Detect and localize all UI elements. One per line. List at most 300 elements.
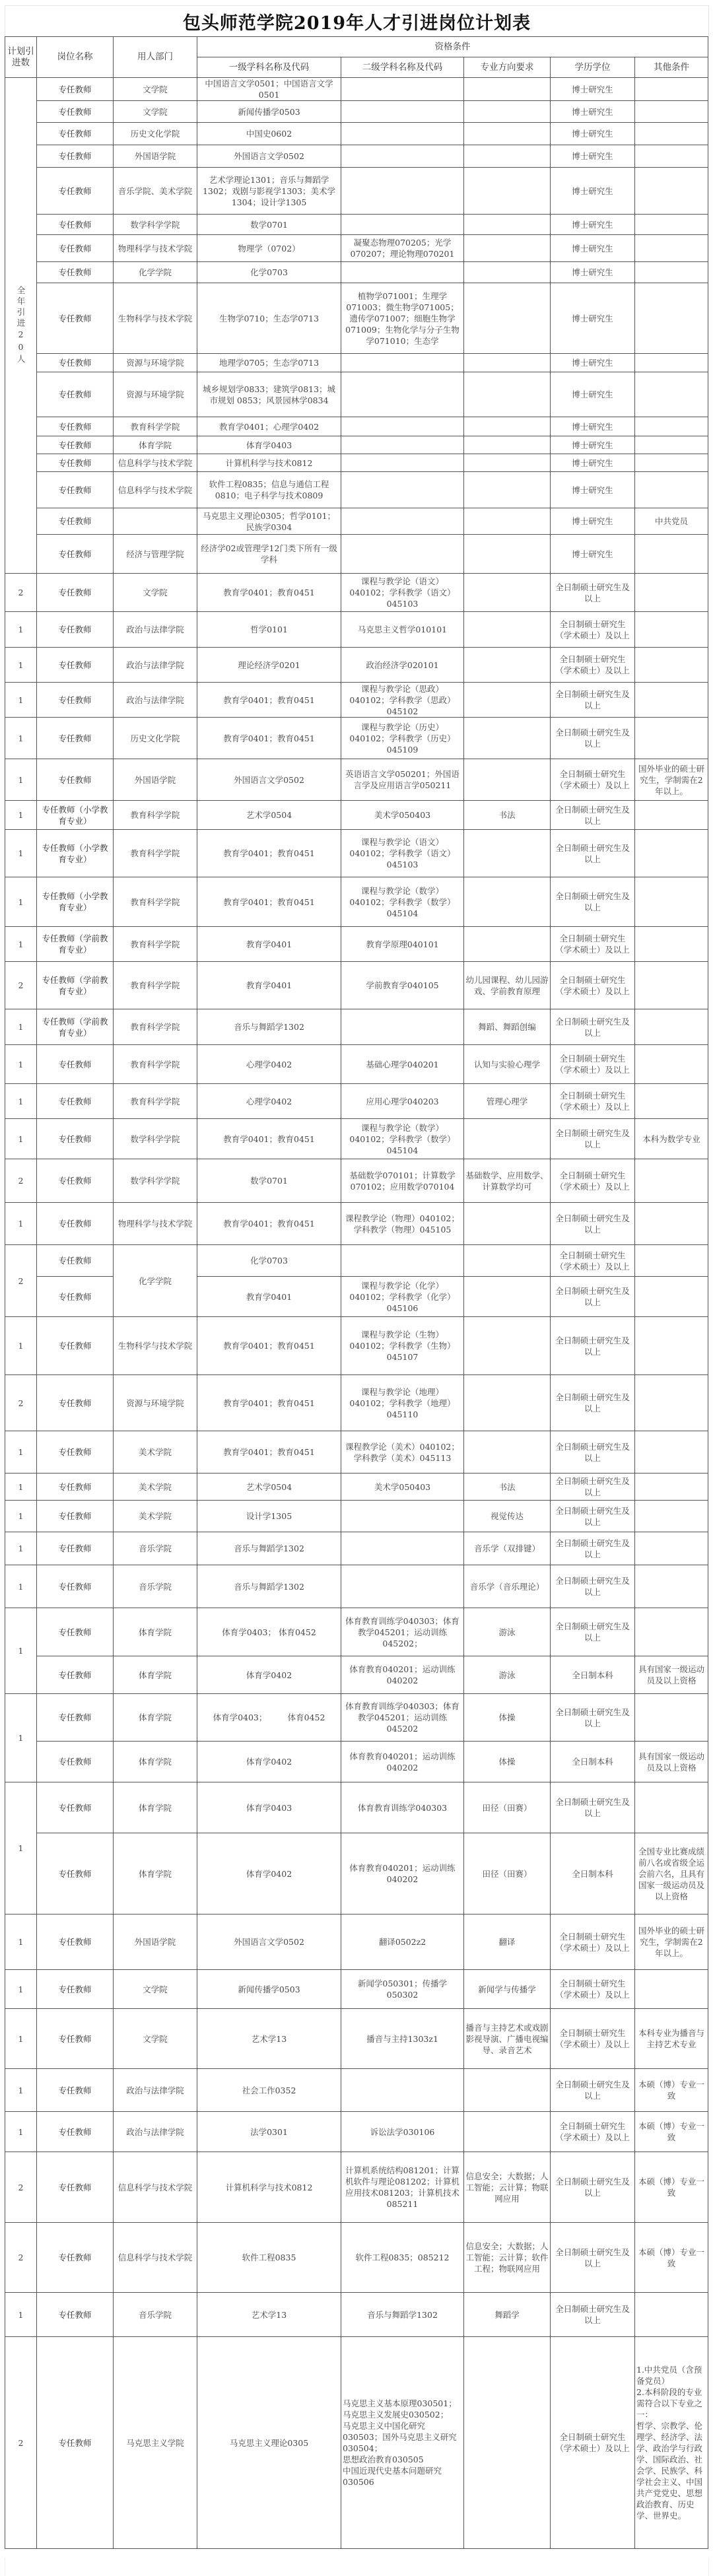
direction-cell: 翻译 [464,1915,551,1970]
other-cell [635,354,708,372]
direction-cell: 游泳 [464,1656,551,1694]
dept-cell: 经济与管理学院 [114,535,197,574]
position-cell: 专任教师 [37,574,114,612]
direction-cell: 信息安全；大数据；人工智能；云计算；物联网应用 [464,2152,551,2223]
level1-cell: 体育学0402 [197,1742,341,1782]
position-cell: 专任教师（学前教育专业） [37,962,114,1009]
level2-cell: 新闻学050301；传播学050302 [341,1970,464,2009]
position-cell: 专任教师 [37,1532,114,1565]
level1-cell: 教育学0401；教育0451 [197,1375,341,1431]
level2-cell: 美术学050403 [341,801,464,830]
direction-cell [464,574,551,612]
level2-cell [341,417,464,436]
level2-cell: 课程与教学论（数学）040102；学科教学（数学）045104 [341,1119,464,1159]
education-cell: 全日制硕士研究生及以上 [551,1532,635,1565]
dept-cell: 生物科学与技术学院 [114,283,197,354]
level2-cell: 基础心理学040201 [341,1045,464,1084]
direction-cell [464,2337,551,2549]
count-cell: 2 [5,2223,37,2293]
level1-cell: 外国语言文学0502 [197,759,341,801]
education-cell: 博士研究生 [551,283,635,354]
level1-cell: 物理学（0702） [197,235,341,262]
position-cell: 专任教师 [37,1245,114,1277]
level1-cell: 外国语言文学0502 [197,1915,341,1970]
table-row [5,1203,708,1245]
level1-cell: 体育学0403 [197,436,341,454]
education-cell: 全日制硕士研究生及以上 [551,1608,635,1656]
position-cell: 专任教师 [37,1159,114,1203]
other-cell [635,1431,708,1474]
dept-cell: 资源与环境学院 [114,372,197,417]
position-cell: 专任教师 [37,612,114,648]
position-cell: 专任教师 [37,1375,114,1431]
education-cell: 全日制硕士研究生及以上 [551,877,635,927]
position-cell: 专任教师 [37,759,114,801]
direction-cell: 音乐学（双排键） [464,1532,551,1565]
other-cell: 国外毕业的硕士研究生，学制需在2年以上。 [635,1915,708,1970]
position-cell: 专任教师 [37,78,114,101]
direction-cell: 舞蹈、舞蹈创编 [464,1009,551,1045]
direction-cell [464,683,551,718]
position-cell: 专任教师（学前教育专业） [37,927,114,962]
count-cell: 1 [5,1565,37,1608]
dept-cell: 音乐学院 [114,2293,197,2337]
level2-cell [341,168,464,215]
direction-cell [464,215,551,235]
education-cell: 全日制硕士研究生及以上 [551,683,635,718]
level1-cell: 新闻传播学0503 [197,101,341,123]
table-row [5,927,708,962]
other-cell [635,283,708,354]
other-cell [635,1532,708,1565]
table-row [5,1009,708,1045]
header-education: 学历学位 [551,57,635,78]
header-count: 计划引进数 [5,37,37,78]
position-cell: 专任教师（学前教育专业） [37,1009,114,1045]
level2-cell: 体育教育040201；运动训练040202 [341,1742,464,1782]
table-row [5,372,708,417]
table-row [5,2009,708,2069]
dept-cell: 生物科学与技术学院 [114,1317,197,1375]
position-cell: 专任教师 [37,372,114,417]
dept-cell: 教育科学学院 [114,830,197,877]
education-cell: 全日制硕士研究生及以上 [551,801,635,830]
level2-cell: 课程与教学论（语文）040102；学科教学（语文）045103 [341,574,464,612]
level2-cell [341,78,464,101]
level1-cell: 社会工作0352 [197,2069,341,2112]
dept-cell: 音乐学院 [114,1532,197,1565]
count-cell: 2 [5,574,37,612]
education-cell: 全日制硕士研究生及以上 [551,830,635,877]
other-cell [635,574,708,612]
direction-cell [464,1431,551,1474]
position-cell: 专任教师 [37,2112,114,2152]
level2-cell: 播音与主持1303z1 [341,2009,464,2069]
level2-cell: 美术学050403 [341,1474,464,1501]
direction-cell [464,283,551,354]
table-row [5,436,708,454]
level1-cell: 教育学0401；教育0451 [197,574,341,612]
dept-cell: 数学科学学院 [114,215,197,235]
level2-cell: 计算机系统结构081201；计算机软件与理论081202；计算机应用技术081203；计算机技术085211 [341,2152,464,2223]
position-cell: 专任教师 [37,2337,114,2549]
position-cell: 专任教师（小学教育专业） [37,877,114,927]
other-cell [635,78,708,101]
table-body [5,78,708,2549]
level2-cell [341,2069,464,2112]
level2-cell [341,1009,464,1045]
other-cell [635,1970,708,2009]
level2-cell: 课程教学论（美术）040102；学科教学（美术）045113 [341,1431,464,1474]
other-cell [635,1375,708,1431]
position-cell: 专任教师 [37,1608,114,1656]
other-cell [635,1045,708,1084]
other-cell [635,1009,708,1045]
table-row [5,354,708,372]
direction-cell [464,1245,551,1277]
direction-cell [464,101,551,123]
other-cell: 具有国家一级运动员及以上资格 [635,1656,708,1694]
table-row [5,1782,708,1833]
level2-cell: 课程与教学论（生物）040102；学科教学（生物）045107 [341,1317,464,1375]
position-cell: 专任教师 [37,2223,114,2293]
education-cell: 全日制硕士研究生及以上 [551,2069,635,2112]
level1-cell: 教育学0401；教育0451 [197,877,341,927]
level2-cell [341,262,464,283]
other-cell: 中共党员 [635,508,708,535]
direction-cell: 书法 [464,1474,551,1501]
level1-cell: 教育学0401；教育0451 [197,1119,341,1159]
level2-cell [341,372,464,417]
count-cell: 1 [5,683,37,718]
other-cell [635,372,708,417]
direction-cell [464,648,551,683]
dept-cell: 政治与法律学院 [114,683,197,718]
level2-cell: 课程与教学论（地理）040102；学科教学（地理）045110 [341,1375,464,1431]
education-cell: 全日制硕士研究生及以上 [551,1203,635,1245]
blank-area [5,2558,709,2576]
direction-cell [464,1375,551,1431]
table-row [5,1375,708,1431]
education-cell: 全日制硕士研究生（学术硕士）及以上 [551,1970,635,2009]
count-cell: 1 [5,2069,37,2112]
dept-cell: 文学院 [114,1970,197,2009]
count-cell: 1 [5,2293,37,2337]
direction-cell [464,262,551,283]
direction-cell [464,78,551,101]
level2-cell: 英语语言文学050201；外国语言学及应用语言学050211 [341,759,464,801]
level1-cell: 体育学0403； 体育0452 [197,1694,341,1742]
table-row [5,454,708,472]
dept-cell: 外国语学院 [114,1915,197,1970]
direction-cell: 基础数学、应用数学、计算数学均可 [464,1159,551,1203]
direction-cell: 视觉传达 [464,1501,551,1532]
other-cell [635,1501,708,1532]
direction-cell [464,612,551,648]
table-row [5,215,708,235]
count-cell: 1 [5,718,37,759]
position-cell: 专任教师 [37,535,114,574]
other-cell [635,927,708,962]
table-row [5,1245,708,1277]
dept-cell: 文学院 [114,78,197,101]
dept-cell: 体育学院 [114,1694,197,1742]
other-cell [635,123,708,145]
position-cell: 专任教师 [37,454,114,472]
position-cell: 专任教师 [37,1782,114,1833]
table-row [5,1565,708,1608]
position-cell: 专任教师 [37,1656,114,1694]
education-cell: 全日制硕士研究生及以上 [551,718,635,759]
table-row [5,123,708,145]
annual-count-label: 全年引进20人 [16,285,26,366]
count-cell: 1 [5,1501,37,1532]
level1-cell: 教育学0401；教育0451 [197,1317,341,1375]
other-cell [635,436,708,454]
table-row [5,801,708,830]
level1-cell: 马克思主义理论0305 [197,2337,341,2549]
level1-cell: 教育学0401；教育0451 [197,718,341,759]
direction-cell: 体操 [464,1694,551,1742]
table-row [5,145,708,168]
level1-cell: 理论经济学0201 [197,648,341,683]
position-cell: 专任教师 [37,1501,114,1532]
count-cell: 1 [5,1119,37,1159]
table-row [5,1474,708,1501]
level1-cell: 中国语言文学0501；中国语言文学0501 [197,78,341,101]
dept-cell: 数学科学学院 [114,1119,197,1159]
dept-cell: 体育学院 [114,436,197,454]
count-cell: 1 [5,877,37,927]
dept-cell: 体育学院 [114,1742,197,1782]
table-row [5,1501,708,1532]
direction-cell [464,1203,551,1245]
other-cell: 本硕（博）专业一致 [635,2152,708,2223]
dept-cell: 历史文化学院 [114,718,197,759]
position-cell: 专任教师 [37,1474,114,1501]
level1-cell: 生物学0710；生态学0713 [197,283,341,354]
level1-cell: 城乡规划学0833；建筑学0813；城市规划 0853；风景园林学0834 [197,372,341,417]
dept-cell: 信息科学与技术学院 [114,2152,197,2223]
education-cell: 全日制硕士研究生及以上 [551,1501,635,1532]
count-cell: 1 [5,1431,37,1474]
direction-cell [464,436,551,454]
table-row [5,574,708,612]
direction-cell [464,1317,551,1375]
education-cell: 博士研究生 [551,436,635,454]
level2-cell: 体育教育训练学040303；体育教学045201；运动训练045202； [341,1608,464,1656]
education-cell: 博士研究生 [551,454,635,472]
level1-cell: 外国语言文学0502 [197,145,341,168]
direction-cell: 认知与实验心理学 [464,1045,551,1084]
level1-cell: 计算机科学与技术0812 [197,2152,341,2223]
header-position: 岗位名称 [37,37,114,78]
other-cell [635,1159,708,1203]
other-cell [635,1084,708,1119]
dept-cell: 体育学院 [114,1782,197,1833]
count-cell: 1 [5,1474,37,1501]
dept-cell: 化学学院 [114,1245,197,1317]
education-cell: 全日制硕士研究生（学术硕士）及以上 [551,648,635,683]
other-cell: 本硕（博）专业一致 [635,2223,708,2293]
level2-cell [341,215,464,235]
level2-cell: 凝聚态物理070205；光学070207；理论物理070201 [341,235,464,262]
direction-cell [464,372,551,417]
header-direction: 专业方向要求 [464,57,551,78]
count-cell: 1 [5,1203,37,1245]
level1-cell: 心理学0402 [197,1084,341,1119]
table-row [5,262,708,283]
dept-cell: 马克思主义学院 [114,2337,197,2549]
direction-cell [464,123,551,145]
level1-cell: 软件工程0835；信息与通信工程0810；电子科学与技术0809 [197,472,341,508]
level2-cell: 音乐与舞蹈学1302 [341,2293,464,2337]
level1-cell: 体育学0403 [197,1782,341,1833]
count-cell: 2 [5,1245,37,1317]
education-cell: 博士研究生 [551,354,635,372]
position-cell: 专任教师 [37,1742,114,1782]
page-title: 包头师范学院2019年人才引进岗位计划表 [182,13,531,34]
level1-cell: 教育学0401 [197,962,341,1009]
other-cell: 本硕（博）专业一致 [635,2112,708,2152]
other-cell: 全国专业比赛成绩前八名或省级全运会前六名，且具有国家一级运动员及以上资格 [635,1833,708,1915]
other-cell: 国外毕业的硕士研究生，学制需在2年以上。 [635,759,708,801]
count-cell: 1 [5,1608,37,1694]
level2-cell: 基础数学070101；计算数学070102；应用数学070104 [341,1159,464,1203]
education-cell: 博士研究生 [551,417,635,436]
table-row [5,683,708,718]
dept-cell: 美术学院 [114,1474,197,1501]
level2-cell [341,1532,464,1565]
direction-cell: 田径（田赛） [464,1782,551,1833]
table-row [5,1742,708,1782]
position-cell: 专任教师 [37,472,114,508]
education-cell: 全日制硕士研究生（学术硕士）及以上 [551,927,635,962]
level2-cell: 马克思主义哲学010101 [341,612,464,648]
education-cell: 全日制本科 [551,1742,635,1782]
direction-cell [464,235,551,262]
other-cell [635,417,708,436]
dept-cell: 政治与法律学院 [114,612,197,648]
dept-cell: 教育科学学院 [114,962,197,1009]
other-cell [635,1782,708,1833]
table-row [5,2337,708,2549]
count-cell: 2 [5,962,37,1009]
direction-cell: 田径（田赛） [464,1833,551,1915]
direction-cell: 播音与主持艺术或戏剧影视导演、广播电视编导、录音艺术 [464,2009,551,2069]
other-cell [635,1277,708,1317]
position-cell: 专任教师 [37,283,114,354]
header-dept: 用人部门 [114,37,197,78]
count-cell: 1 [5,1532,37,1565]
other-cell [635,215,708,235]
level2-cell: 课程与教学论（数学）040102；学科教学（数学）045104 [341,877,464,927]
level1-cell: 艺术学理论1301；音乐与舞蹈学1302；戏剧与影视学1303；美术学1304；设计学1305 [197,168,341,215]
count-cell: 1 [5,1694,37,1782]
position-cell: 专任教师 [37,1084,114,1119]
dept-cell: 信息科学与技术学院 [114,2223,197,2293]
position-cell: 专任教师 [37,417,114,436]
table-row [5,1656,708,1694]
level1-cell: 地理学0705；生态学0713 [197,354,341,372]
position-cell: 专任教师 [37,648,114,683]
direction-cell [464,1277,551,1317]
direction-cell: 书法 [464,801,551,830]
level1-cell: 体育学0402 [197,1656,341,1694]
table-row [5,2223,708,2293]
level2-cell [341,1501,464,1532]
table-row [5,283,708,354]
count-cell: 1 [5,927,37,962]
position-cell: 专任教师 [37,683,114,718]
education-cell: 博士研究生 [551,123,635,145]
position-cell: 专任教师 [37,1119,114,1159]
level1-cell: 数学0701 [197,215,341,235]
education-cell: 全日制硕士研究生及以上 [551,1277,635,1317]
direction-cell [464,145,551,168]
table-row [5,962,708,1009]
other-cell [635,535,708,574]
direction-cell [464,535,551,574]
table-row [5,2112,708,2152]
position-cell: 专任教师（小学教育专业） [37,801,114,830]
table-row [5,2293,708,2337]
level1-cell: 化学0703 [197,1245,341,1277]
level1-cell: 音乐与舞蹈学1302 [197,1565,341,1608]
level1-cell: 教育学0401；教育0451 [197,1203,341,1245]
dept-cell: 外国语学院 [114,759,197,801]
position-cell: 专任教师 [37,2069,114,2112]
education-cell: 全日制硕士研究生及以上 [551,1375,635,1431]
dept-cell: 教育科学学院 [114,877,197,927]
position-cell: 专任教师（小学教育专业） [37,830,114,877]
other-cell [635,718,708,759]
other-cell [635,145,708,168]
dept-cell: 文学院 [114,2009,197,2069]
dept-cell: 体育学院 [114,1833,197,1915]
other-cell [635,648,708,683]
dept-cell: 教育科学学院 [114,801,197,830]
other-cell [635,1203,708,1245]
level2-cell: 体育教育训练学040303；体育教学045201；运动训练045202 [341,1694,464,1742]
dept-cell: 信息科学与技术学院 [114,454,197,472]
education-cell: 全日制硕士研究生（学术硕士）及以上 [551,2009,635,2069]
position-cell: 专任教师 [37,262,114,283]
education-cell: 博士研究生 [551,535,635,574]
education-cell: 全日制本科 [551,1833,635,1915]
table-row [5,535,708,574]
table-row [5,759,708,801]
education-cell: 全日制硕士研究生（学术硕士）及以上 [551,759,635,801]
count-cell: 1 [5,648,37,683]
other-cell [635,1317,708,1375]
position-cell: 专任教师 [37,1045,114,1084]
education-cell: 全日制硕士研究生（学术硕士）及以上 [551,1159,635,1203]
dept-cell: 美术学院 [114,1501,197,1532]
direction-cell: 信息安全；大数据；人工智能；云计算；软件工程；物联网应用 [464,2223,551,2293]
direction-cell [464,508,551,535]
table-row [5,1833,708,1915]
level2-cell: 政治经济学020101 [341,648,464,683]
level1-cell: 教育学0401 [197,927,341,962]
dept-cell: 体育学院 [114,1656,197,1694]
table-row [5,1608,708,1656]
level1-cell: 教育学0401；心理学0402 [197,417,341,436]
other-cell [635,1245,708,1277]
level1-cell: 设计学1305 [197,1501,341,1532]
direction-cell [464,472,551,508]
table-row [5,78,708,101]
